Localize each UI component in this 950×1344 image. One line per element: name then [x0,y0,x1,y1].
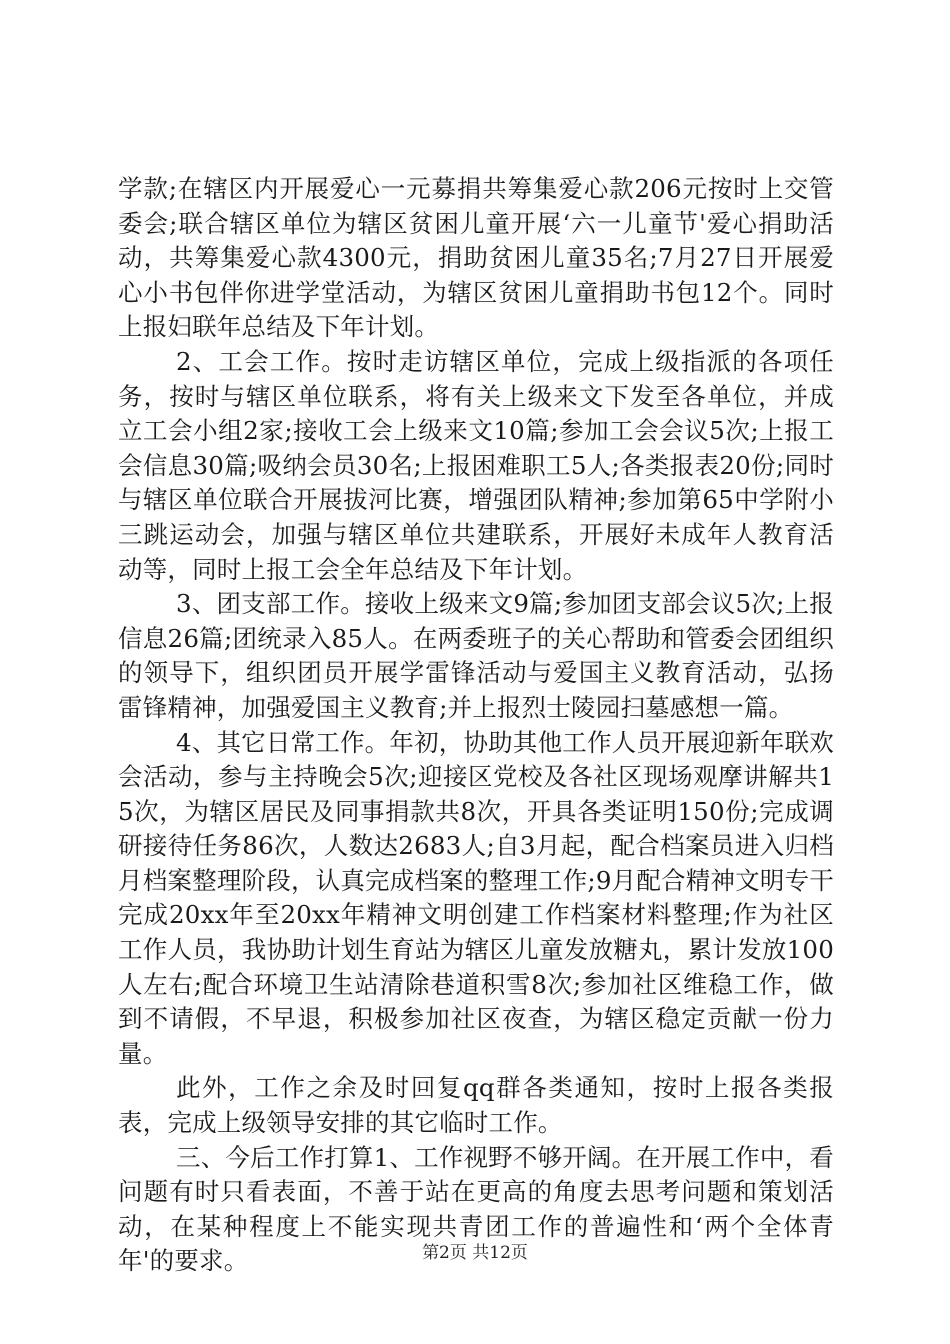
paragraph-union-work: 2、工会工作。按时走访辖区单位，完成上级指派的各项任务，按时与辖区单位联系，将有关上级来文下发至各单位，并成立工会小组2家;接收工会上级来文10篇;参加工会会议5次;上报工会信息30篇;吸纳会员30名;上报困难职工5人;各类报表20份;同时与辖区单位联合开展拔河比赛，增强团队精神;参加第65中学附小三跳运动会，加强与辖区单位共建联系，开展好未成年人教育活动等，同时上报工会全年总结及下年计划。 [118,346,834,584]
paragraph-future-plans: 三、今后工作打算1、工作视野不够开阔。在开展工作中，看问题有时只看表面，不善于站在更高的角度去思考问题和策划活动，在某种程度上不能实现共青团工作的普遍性和‘两个全体青年'的要求。 [118,1142,834,1276]
document-body [118,172,834,1279]
page-footer: 第2页 共12页 [422,1243,528,1263]
paragraph-daily-work: 4、其它日常工作。年初，协助其他工作人员开展迎新年联欢会活动，参与主持晚会5次;迎接区党校及各社区现场观摩讲解共15次，为辖区居民及同事捐款共8次，开具各类证明150份;完成调研接待任务86次，人数达2683人;自3月起，配合档案员进入归档月档案整理阶段，认真完成档案的整理工作;9月配合精神文明专干完成20xx年至20xx年精神文明创建工作档案材料整理;作为社区工作人员，我协助计划生育站为辖区儿童发放糖丸，累计发放100人左右;配合环境卫生站清除巷道积雪8次;参加社区维稳工作，做到不请假，不早退，积极参加社区夜查，为辖区稳定贡献一份力量。 [118,727,834,1068]
paragraph-additional-work: 此外，工作之余及时回复qq群各类通知，按时上报各类报表，完成上级领导安排的其它临时工作。 [118,1073,834,1138]
paragraph-continuation: 学款;在辖区内开展爱心一元募捐共筹集爱心款206元按时上交管委会;联合辖区单位为辖区贫困儿童开展‘六一儿童节'爱心捐助活动，共筹集爱心款4300元，捐助贫困儿童35名;7月27日开展爱心小书包伴你进学堂活动，为辖区贫困儿童捐助书包12个。同时上报妇联年总结及下年计划。 [118,174,834,342]
paragraph-league-branch-work: 3、团支部工作。接收上级来文9篇;参加团支部会议5次;上报信息26篇;团统录入85人。在两委班子的关心帮助和管委会团组织的领导下，组织团员开展学雷锋活动与爱国主义教育活动，弘扬雷锋精神，加强爱国主义教育;并上报烈士陵园扫墓感想一篇。 [118,589,834,722]
